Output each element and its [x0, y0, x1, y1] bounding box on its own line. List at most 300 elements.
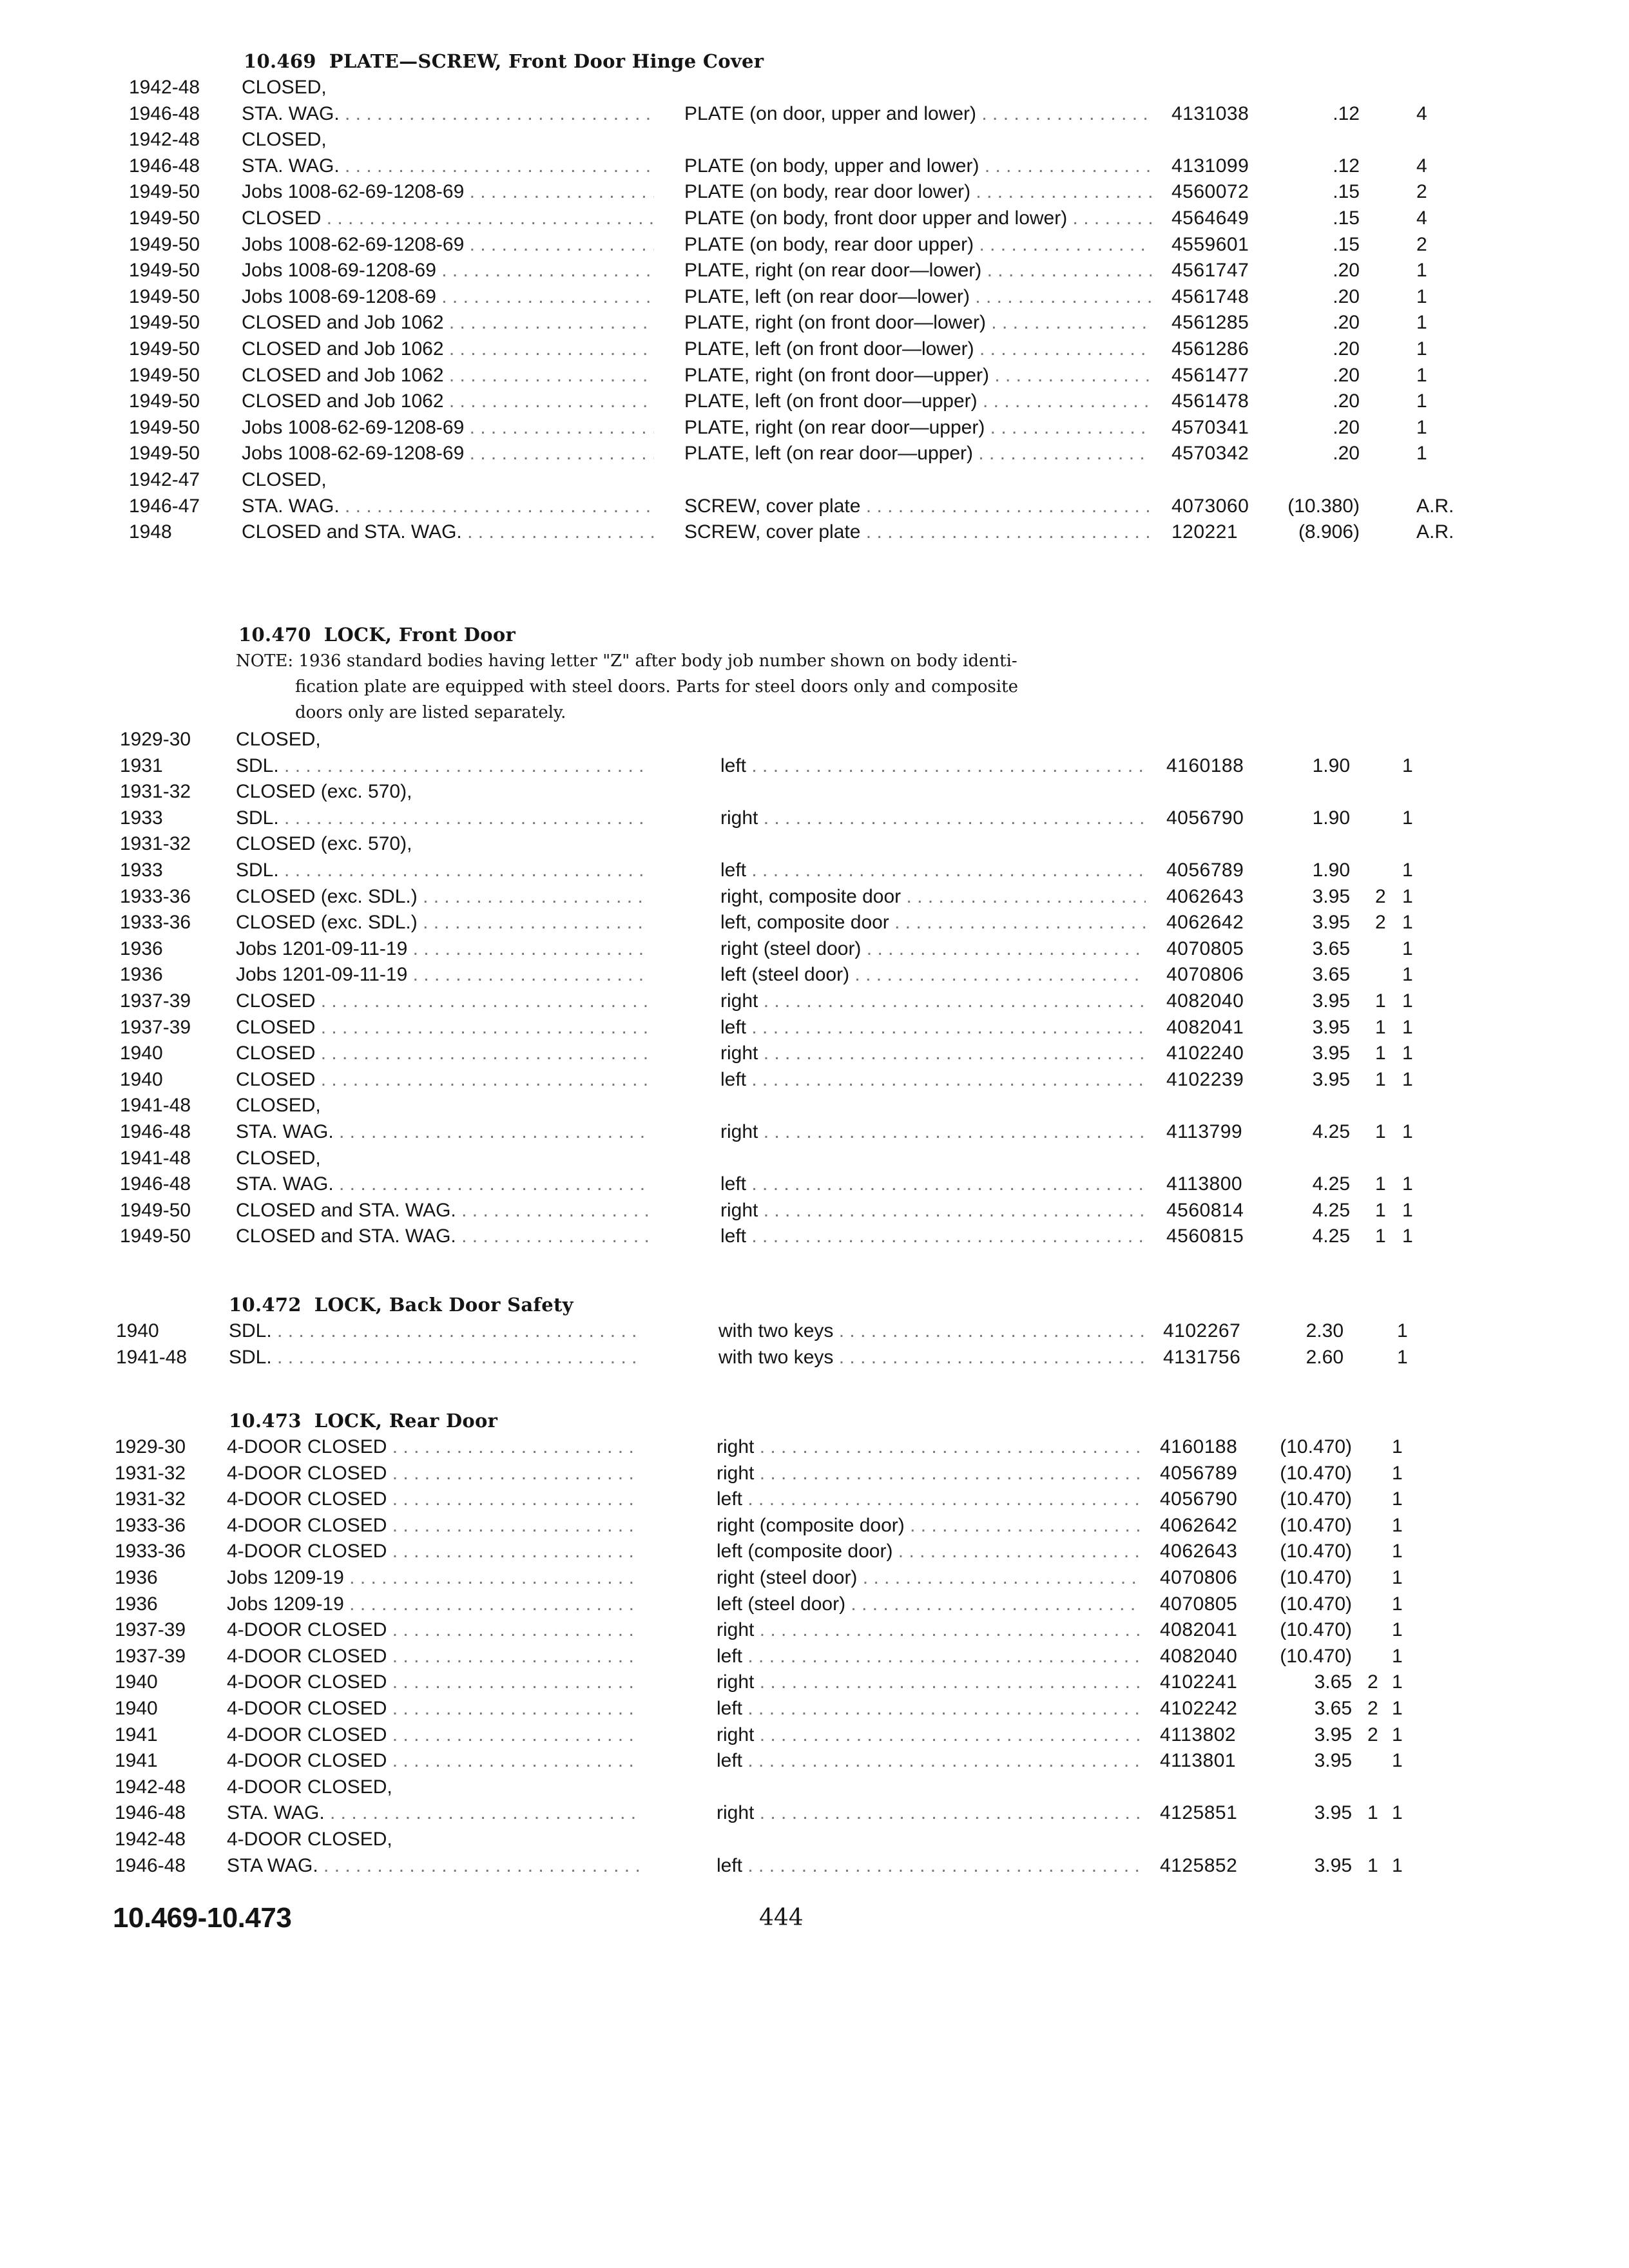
- part-number: 4561285: [1171, 312, 1249, 334]
- model-applicability: STA WAG. . . .: [227, 1853, 639, 1879]
- group-code: 1: [1375, 1068, 1386, 1090]
- part-description: right, composite door . . .: [720, 884, 1146, 910]
- list-price: (8.906): [1298, 521, 1360, 543]
- table-row: [0, 127, 1629, 153]
- model-applicability: CLOSED,: [242, 469, 327, 490]
- model-applicability: Jobs 1008-69-1208-69 . . .: [242, 258, 654, 284]
- table-row: [0, 1644, 1629, 1669]
- model-applicability: CLOSED,: [236, 1147, 321, 1169]
- model-applicability: Jobs 1209-19 . . .: [227, 1565, 639, 1591]
- part-number: 4073060: [1171, 495, 1249, 517]
- year-range: 1940: [120, 1043, 163, 1064]
- quantity: 1: [1392, 1593, 1403, 1615]
- table-row: [0, 232, 1629, 258]
- list-price: 2.30: [1306, 1320, 1344, 1341]
- model-applicability: 4-DOOR CLOSED . . .: [227, 1434, 639, 1460]
- table-row: [0, 884, 1629, 910]
- quantity: 1: [1402, 807, 1413, 829]
- part-description: left (steel door) . . .: [717, 1591, 1142, 1617]
- year-range: 1931-32: [120, 833, 191, 855]
- list-price: .20: [1333, 312, 1360, 334]
- list-price: .20: [1333, 416, 1360, 438]
- part-description: PLATE, right (on rear door—lower) . . .: [684, 258, 1152, 284]
- list-price: 4.25: [1312, 1173, 1350, 1195]
- list-price: 4.25: [1312, 1199, 1350, 1221]
- year-range: 1949-50: [129, 338, 200, 360]
- table-row: [0, 1041, 1629, 1066]
- model-applicability: CLOSED and Job 1062 . . .: [242, 336, 654, 362]
- table-row: [0, 962, 1629, 988]
- part-description: with two keys . . .: [718, 1345, 1144, 1370]
- table-row: [0, 1461, 1629, 1486]
- quantity: 4: [1416, 207, 1427, 229]
- part-description: right . . .: [720, 1041, 1146, 1066]
- list-price: .20: [1333, 260, 1360, 282]
- group-code: 2: [1367, 1671, 1378, 1693]
- quantity: 1: [1402, 1121, 1413, 1142]
- model-applicability: Jobs 1008-62-69-1208-69 . . .: [242, 415, 654, 441]
- part-number: 4160188: [1166, 754, 1244, 776]
- year-range: 1942-48: [115, 1829, 186, 1850]
- section-note: [236, 648, 1018, 726]
- list-price: (10.470): [1280, 1488, 1352, 1510]
- model-applicability: 4-DOOR CLOSED,: [227, 1829, 392, 1850]
- model-applicability: CLOSED,: [242, 77, 327, 98]
- model-applicability: SDL. . . .: [229, 1318, 641, 1344]
- part-description: PLATE, right (on front door—lower) . . .: [684, 310, 1152, 336]
- year-range: 1949-50: [129, 416, 200, 438]
- list-price: 1.90: [1312, 807, 1350, 829]
- model-applicability: CLOSED and Job 1062 . . .: [242, 310, 654, 336]
- table-row: [0, 1198, 1629, 1224]
- year-range: 1940: [115, 1671, 158, 1693]
- year-range: 1942-47: [129, 469, 200, 490]
- year-range: 1942-48: [115, 1776, 186, 1798]
- list-price: .15: [1333, 207, 1360, 229]
- quantity: 1: [1402, 754, 1413, 776]
- list-price: (10.470): [1280, 1593, 1352, 1615]
- list-price: 3.95: [1312, 885, 1350, 907]
- quantity: 1: [1397, 1320, 1408, 1341]
- model-applicability: STA. WAG. . . .: [227, 1800, 639, 1826]
- table-row: [0, 1774, 1629, 1800]
- quantity: 1: [1392, 1462, 1403, 1484]
- section-heading: [229, 1294, 574, 1316]
- part-number: 4131756: [1163, 1346, 1241, 1368]
- year-range: 1949-50: [129, 364, 200, 386]
- quantity: 1: [1392, 1645, 1403, 1667]
- quantity: 1: [1402, 912, 1413, 934]
- part-number: 4560072: [1171, 181, 1249, 203]
- quantity: 1: [1416, 416, 1427, 438]
- table-row: [0, 1146, 1629, 1171]
- part-number: 4561478: [1171, 390, 1249, 412]
- list-price: 1.90: [1312, 754, 1350, 776]
- table-row: [0, 1119, 1629, 1145]
- quantity: 1: [1392, 1802, 1403, 1824]
- list-price: 3.95: [1314, 1802, 1352, 1824]
- year-range: 1949-50: [129, 312, 200, 334]
- model-applicability: SDL. . . .: [236, 753, 648, 779]
- model-applicability: CLOSED,: [242, 129, 327, 151]
- model-applicability: SDL. . . .: [236, 805, 648, 831]
- list-price: (10.470): [1280, 1436, 1352, 1457]
- part-number: 4070805: [1166, 937, 1244, 959]
- model-applicability: 4-DOOR CLOSED . . .: [227, 1669, 639, 1695]
- table-row: [0, 179, 1629, 205]
- list-price: .12: [1333, 155, 1360, 177]
- model-applicability: CLOSED . . .: [236, 988, 648, 1014]
- list-price: 3.65: [1312, 964, 1350, 986]
- table-row: [0, 1591, 1629, 1617]
- section-title: LOCK, Back Door Safety: [314, 1294, 574, 1316]
- part-number: 4125851: [1160, 1802, 1238, 1824]
- part-number: 4062642: [1160, 1514, 1238, 1536]
- section-title: LOCK, Rear Door: [314, 1410, 498, 1432]
- part-number: 4561748: [1171, 285, 1249, 307]
- model-applicability: CLOSED and STA. WAG. . . .: [236, 1224, 648, 1249]
- year-range: 1946-48: [129, 155, 200, 177]
- part-number: 4070806: [1166, 964, 1244, 986]
- table-row: [0, 441, 1629, 466]
- table-row: [0, 284, 1629, 310]
- model-applicability: STA. WAG. . . .: [242, 494, 654, 519]
- table-row: [0, 1067, 1629, 1093]
- part-number: 4561286: [1171, 338, 1249, 360]
- year-range: 1942-48: [129, 129, 200, 151]
- list-price: 3.95: [1312, 1043, 1350, 1064]
- group-code: 1: [1375, 1121, 1386, 1142]
- group-code: 1: [1375, 1173, 1386, 1195]
- quantity: A.R.: [1416, 521, 1454, 543]
- list-price: .20: [1333, 390, 1360, 412]
- model-applicability: SDL. . . .: [236, 858, 648, 883]
- part-description: PLATE, left (on rear door—lower) . . .: [684, 284, 1152, 310]
- table-row: [0, 1827, 1629, 1852]
- part-number: 4570342: [1171, 443, 1249, 465]
- year-range: 1946-48: [115, 1802, 186, 1824]
- table-row: [0, 1565, 1629, 1591]
- part-description: PLATE, left (on rear door—upper) . . .: [684, 441, 1152, 466]
- quantity: 1: [1402, 937, 1413, 959]
- list-price: (10.470): [1280, 1567, 1352, 1588]
- section-number: 10.470: [238, 624, 311, 646]
- model-applicability: CLOSED (exc. 570),: [236, 833, 412, 855]
- model-applicability: CLOSED . . .: [236, 1041, 648, 1066]
- model-applicability: Jobs 1209-19 . . .: [227, 1591, 639, 1617]
- part-number: 4056789: [1166, 860, 1244, 881]
- part-number: 4056790: [1166, 807, 1244, 829]
- part-description: right . . .: [717, 1434, 1142, 1460]
- part-number: 4070805: [1160, 1593, 1238, 1615]
- model-applicability: STA. WAG. . . .: [236, 1171, 648, 1197]
- part-number: 4160188: [1160, 1436, 1238, 1457]
- part-description: left . . .: [720, 1067, 1146, 1093]
- part-description: left (composite door) . . .: [717, 1539, 1142, 1564]
- quantity: 1: [1402, 990, 1413, 1012]
- group-code: 1: [1375, 990, 1386, 1012]
- quantity: 1: [1416, 312, 1427, 334]
- table-row: [0, 1318, 1629, 1344]
- table-row: [0, 1486, 1629, 1512]
- part-number: 4102242: [1160, 1698, 1238, 1719]
- year-range: 1946-48: [129, 102, 200, 124]
- year-range: 1937-39: [115, 1645, 186, 1667]
- table-row: [0, 1093, 1629, 1119]
- list-price: 1.90: [1312, 860, 1350, 881]
- model-applicability: 4-DOOR CLOSED . . .: [227, 1644, 639, 1669]
- list-price: .20: [1333, 338, 1360, 360]
- note-line: NOTE: 1936 standard bodies having letter "Z" after body job number shown on body identi-: [236, 651, 1017, 671]
- list-price: (10.380): [1287, 495, 1360, 517]
- model-applicability: 4-DOOR CLOSED . . .: [227, 1696, 639, 1722]
- year-range: 1940: [120, 1068, 163, 1090]
- list-price: .20: [1333, 443, 1360, 465]
- quantity: 2: [1416, 233, 1427, 255]
- part-description: PLATE (on body, upper and lower) . . .: [684, 153, 1152, 179]
- part-number: 4559601: [1171, 233, 1249, 255]
- part-number: 4561747: [1171, 260, 1249, 282]
- year-range: 1949-50: [129, 285, 200, 307]
- group-code: 1: [1367, 1802, 1378, 1824]
- list-price: .15: [1333, 233, 1360, 255]
- table-row: [0, 467, 1629, 493]
- table-row: [0, 1748, 1629, 1774]
- year-range: 1949-50: [129, 233, 200, 255]
- part-description: PLATE, right (on front door—upper) . . .: [684, 363, 1152, 389]
- group-code: 2: [1375, 912, 1386, 934]
- year-range: 1933: [120, 860, 163, 881]
- table-row: [0, 753, 1629, 779]
- model-applicability: 4-DOOR CLOSED . . .: [227, 1539, 639, 1564]
- model-applicability: 4-DOOR CLOSED . . .: [227, 1513, 639, 1539]
- table-row: [0, 1434, 1629, 1460]
- year-range: 1941: [115, 1724, 158, 1745]
- quantity: 1: [1392, 1541, 1403, 1562]
- model-applicability: Jobs 1201-09-11-19 . . .: [236, 936, 648, 962]
- part-description: right . . .: [720, 1198, 1146, 1224]
- table-row: [0, 1696, 1629, 1722]
- part-description: left . . .: [717, 1486, 1142, 1512]
- group-code: 1: [1375, 1225, 1386, 1247]
- model-applicability: CLOSED and STA. WAG. . . .: [242, 519, 654, 545]
- list-price: 4.25: [1312, 1121, 1350, 1142]
- table-row: [0, 336, 1629, 362]
- quantity: 1: [1392, 1436, 1403, 1457]
- quantity: 1: [1392, 1488, 1403, 1510]
- part-number: 4102240: [1166, 1043, 1244, 1064]
- quantity: 1: [1392, 1724, 1403, 1745]
- model-applicability: CLOSED (exc. SDL.) . . .: [236, 910, 648, 936]
- year-range: 1949-50: [120, 1199, 191, 1221]
- part-number: 4062643: [1166, 885, 1244, 907]
- quantity: 1: [1416, 285, 1427, 307]
- model-applicability: 4-DOOR CLOSED,: [227, 1776, 392, 1798]
- list-price: (10.470): [1280, 1462, 1352, 1484]
- part-description: PLATE, left (on front door—lower) . . .: [684, 336, 1152, 362]
- table-row: [0, 1171, 1629, 1197]
- table-row: [0, 1539, 1629, 1564]
- table-row: [0, 153, 1629, 179]
- year-range: 1948: [129, 521, 172, 543]
- quantity: 1: [1416, 260, 1427, 282]
- list-price: (10.470): [1280, 1514, 1352, 1536]
- table-row: [0, 519, 1629, 545]
- table-row: [0, 727, 1629, 753]
- page-section-range: 10.469-10.473: [113, 1902, 292, 1934]
- list-price: 4.25: [1312, 1225, 1350, 1247]
- table-row: [0, 1015, 1629, 1041]
- part-description: left . . .: [720, 1015, 1146, 1041]
- quantity: 1: [1402, 1016, 1413, 1038]
- table-row: [0, 258, 1629, 284]
- note-line: doors only are listed separately.: [295, 703, 566, 722]
- part-description: right (steel door) . . .: [717, 1565, 1142, 1591]
- model-applicability: 4-DOOR CLOSED . . .: [227, 1617, 639, 1643]
- part-description: left . . .: [717, 1644, 1142, 1669]
- list-price: (10.470): [1280, 1619, 1352, 1641]
- part-description: right (composite door) . . .: [717, 1513, 1142, 1539]
- model-applicability: 4-DOOR CLOSED . . .: [227, 1722, 639, 1748]
- part-description: left . . .: [720, 1224, 1146, 1249]
- quantity: 1: [1416, 338, 1427, 360]
- year-range: 1933-36: [120, 912, 191, 934]
- quantity: 1: [1402, 1225, 1413, 1247]
- part-number: 4056790: [1160, 1488, 1238, 1510]
- section-heading: [229, 1410, 497, 1432]
- section-title: PLATE—SCREW, Front Door Hinge Cover: [329, 50, 764, 72]
- year-range: 1937-39: [115, 1619, 186, 1641]
- quantity: 1: [1392, 1698, 1403, 1719]
- year-range: 1936: [115, 1593, 158, 1615]
- quantity: 1: [1392, 1567, 1403, 1588]
- model-applicability: CLOSED . . .: [242, 206, 654, 231]
- part-number: 4564649: [1171, 207, 1249, 229]
- part-description: left . . .: [717, 1853, 1142, 1879]
- year-range: 1941-48: [120, 1095, 191, 1117]
- model-applicability: CLOSED . . .: [236, 1067, 648, 1093]
- table-row: [0, 310, 1629, 336]
- year-range: 1949-50: [129, 207, 200, 229]
- year-range: 1931-32: [115, 1462, 186, 1484]
- list-price: 3.65: [1314, 1671, 1352, 1693]
- year-range: 1942-48: [129, 77, 200, 98]
- group-code: 1: [1375, 1016, 1386, 1038]
- quantity: 1: [1402, 860, 1413, 881]
- model-applicability: CLOSED . . .: [236, 1015, 648, 1041]
- table-row: [0, 206, 1629, 231]
- list-price: .20: [1333, 364, 1360, 386]
- part-description: SCREW, cover plate . . .: [684, 519, 1152, 545]
- list-price: 3.95: [1312, 1068, 1350, 1090]
- model-applicability: SDL. . . .: [229, 1345, 641, 1370]
- part-description: left (steel door) . . .: [720, 962, 1146, 988]
- part-number: 4113802: [1160, 1724, 1237, 1745]
- part-description: right . . .: [720, 805, 1146, 831]
- list-price: 3.95: [1312, 912, 1350, 934]
- part-number: 4113799: [1166, 1121, 1243, 1142]
- table-row: [0, 389, 1629, 414]
- year-range: 1933-36: [115, 1514, 186, 1536]
- part-number: 4561477: [1171, 364, 1249, 386]
- section-heading: [238, 624, 516, 646]
- model-applicability: Jobs 1008-69-1208-69 . . .: [242, 284, 654, 310]
- list-price: 3.95: [1312, 990, 1350, 1012]
- model-applicability: CLOSED (exc. 570),: [236, 781, 412, 803]
- quantity: 1: [1416, 364, 1427, 386]
- quantity: 1: [1416, 390, 1427, 412]
- year-range: 1931-32: [120, 781, 191, 803]
- model-applicability: STA. WAG. . . .: [236, 1119, 648, 1145]
- model-applicability: CLOSED and Job 1062 . . .: [242, 389, 654, 414]
- part-number: 4560814: [1166, 1199, 1244, 1221]
- part-number: 4082040: [1160, 1645, 1238, 1667]
- part-number: 4082040: [1166, 990, 1244, 1012]
- list-price: 3.95: [1314, 1854, 1352, 1876]
- year-range: 1949-50: [129, 443, 200, 465]
- list-price: .15: [1333, 181, 1360, 203]
- year-range: 1949-50: [129, 181, 200, 203]
- list-price: 3.65: [1312, 937, 1350, 959]
- year-range: 1949-50: [120, 1225, 191, 1247]
- section-number: 10.473: [229, 1410, 302, 1432]
- part-description: right (steel door) . . .: [720, 936, 1146, 962]
- part-number: 4062643: [1160, 1541, 1238, 1562]
- group-code: 2: [1375, 885, 1386, 907]
- part-number: 4570341: [1171, 416, 1249, 438]
- part-description: right . . .: [717, 1617, 1142, 1643]
- section-heading: [244, 50, 764, 72]
- table-row: [0, 1853, 1629, 1879]
- year-range: 1937-39: [120, 990, 191, 1012]
- part-description: right . . .: [717, 1722, 1142, 1748]
- year-range: 1929-30: [115, 1436, 186, 1457]
- model-applicability: STA. WAG. . . .: [242, 101, 654, 127]
- model-applicability: CLOSED (exc. SDL.) . . .: [236, 884, 648, 910]
- table-row: [0, 1617, 1629, 1643]
- table-row: [0, 415, 1629, 441]
- part-description: right . . .: [720, 988, 1146, 1014]
- part-number: 4113800: [1166, 1173, 1243, 1195]
- year-range: 1933-36: [115, 1541, 186, 1562]
- year-range: 1940: [116, 1320, 159, 1341]
- table-row: [0, 831, 1629, 857]
- model-applicability: 4-DOOR CLOSED . . .: [227, 1486, 639, 1512]
- part-description: PLATE (on body, rear door lower) . . .: [684, 179, 1152, 205]
- part-description: PLATE (on body, front door upper and lower) . . .: [684, 206, 1152, 231]
- quantity: 1: [1392, 1514, 1403, 1536]
- note-line: fication plate are equipped with steel doors. Parts for steel doors only and composite: [295, 677, 1018, 697]
- table-row: [0, 988, 1629, 1014]
- year-range: 1936: [120, 937, 163, 959]
- year-range: 1933: [120, 807, 163, 829]
- quantity: 1: [1397, 1346, 1408, 1368]
- part-number: 4070806: [1160, 1567, 1238, 1588]
- quantity: 1: [1392, 1671, 1403, 1693]
- group-code: 1: [1367, 1854, 1378, 1876]
- table-row: [0, 858, 1629, 883]
- table-row: [0, 363, 1629, 389]
- year-range: 1936: [115, 1567, 158, 1588]
- table-row: [0, 75, 1629, 101]
- table-row: [0, 1345, 1629, 1370]
- year-range: 1946-48: [120, 1121, 191, 1142]
- group-code: 1: [1375, 1043, 1386, 1064]
- part-description: with two keys . . .: [718, 1318, 1144, 1344]
- quantity: 1: [1402, 1199, 1413, 1221]
- quantity: 1: [1392, 1854, 1403, 1876]
- year-range: 1931: [120, 754, 163, 776]
